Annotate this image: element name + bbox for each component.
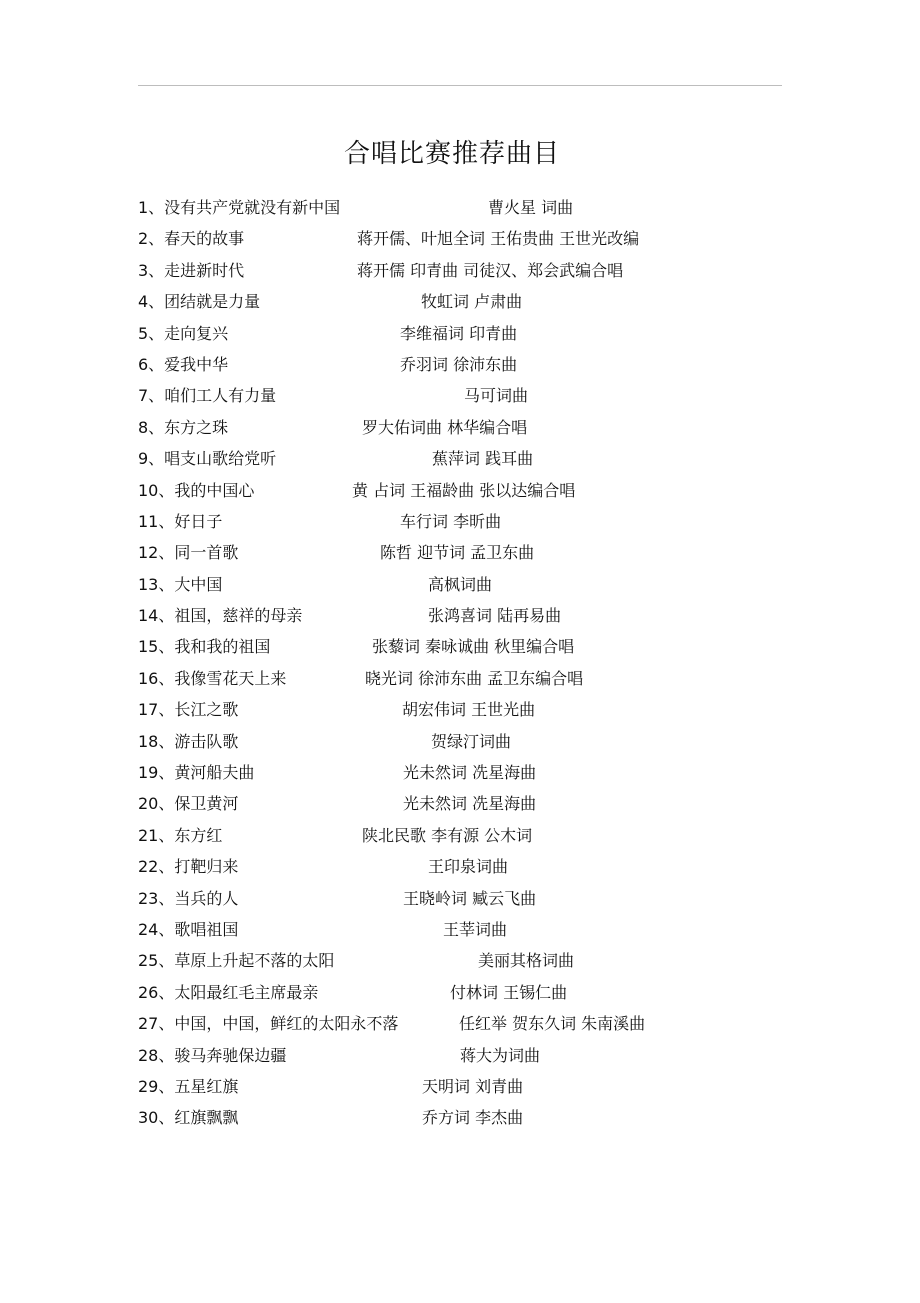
song-title: 9、唱支山歌给党听 (138, 449, 277, 469)
song-credit: 张鸿喜词 陆再易曲 (428, 606, 562, 626)
song-credit: 光未然词 冼星海曲 (403, 763, 537, 783)
song-credit: 蒋大为词曲 (460, 1045, 541, 1065)
header-rule (138, 85, 782, 86)
list-item (0, 223, 920, 254)
song-title: 23、当兵的人 (138, 888, 239, 908)
song-credit: 光未然词 冼星海曲 (403, 794, 537, 814)
song-credit: 美丽其格词曲 (478, 951, 575, 971)
song-credit: 张藜词 秦咏诚曲 秋里编合唱 (372, 637, 575, 657)
list-item (0, 663, 920, 694)
song-list (0, 192, 920, 1134)
song-title: 11、好日子 (138, 511, 223, 531)
song-title: 24、歌唱祖国 (138, 919, 239, 939)
list-item (0, 945, 920, 976)
song-credit: 陕北民歌 李有源 公木词 (362, 825, 533, 845)
song-credit: 罗大佑词曲 林华编合唱 (362, 417, 528, 437)
song-credit: 蒋开儒 印青曲 司徒汉、郑会武编合唱 (357, 260, 624, 280)
song-title: 30、红旗飘飘 (138, 1108, 239, 1128)
list-item (0, 255, 920, 286)
list-item (0, 475, 920, 506)
song-credit: 乔方词 李杰曲 (422, 1108, 524, 1128)
song-credit: 胡宏伟词 王世光曲 (402, 700, 536, 720)
song-title: 22、打靶归来 (138, 857, 239, 877)
song-title: 3、走进新时代 (138, 260, 245, 280)
list-item (0, 286, 920, 317)
list-item (0, 788, 920, 819)
list-item (0, 1102, 920, 1133)
song-credit: 蕉萍词 践耳曲 (432, 449, 534, 469)
list-item (0, 726, 920, 757)
song-title: 10、我的中国心 (138, 480, 255, 500)
song-credit: 李维福词 印青曲 (400, 323, 518, 343)
list-item (0, 412, 920, 443)
song-credit: 天明词 刘青曲 (422, 1076, 524, 1096)
song-title: 29、五星红旗 (138, 1076, 239, 1096)
song-title: 20、保卫黄河 (138, 794, 239, 814)
list-item (0, 600, 920, 631)
list-item (0, 977, 920, 1008)
song-title: 1、没有共产党就没有新中国 (138, 198, 341, 217)
song-title: 25、草原上升起不落的太阳 (138, 951, 335, 971)
list-item (0, 914, 920, 945)
song-credit: 王莘词曲 (443, 919, 508, 939)
song-title: 6、爱我中华 (138, 354, 229, 374)
list-item (0, 883, 920, 914)
song-credit: 王晓岭词 臧云飞曲 (403, 888, 537, 908)
list-item (0, 318, 920, 349)
song-title: 17、长江之歌 (138, 700, 239, 720)
song-credit: 马可词曲 (464, 386, 529, 406)
list-item (0, 443, 920, 474)
list-item (0, 537, 920, 568)
list-item (0, 694, 920, 725)
song-credit: 高枫词曲 (428, 574, 493, 594)
song-credit: 任红举 贺东久词 朱南溪曲 (459, 1014, 646, 1034)
list-item (0, 1008, 920, 1039)
list-item (0, 569, 920, 600)
list-item (0, 380, 920, 411)
song-title: 7、咱们工人有力量 (138, 386, 277, 406)
song-credit: 黄 占词 王福龄曲 张以达编合唱 (352, 480, 576, 500)
song-credit: 晓光词 徐沛东曲 孟卫东编合唱 (365, 668, 584, 688)
song-title: 15、我和我的祖国 (138, 637, 271, 657)
song-credit: 陈哲 迎节词 孟卫东曲 (380, 543, 535, 563)
list-item (0, 349, 920, 380)
song-credit: 牧虹词 卢肃曲 (421, 292, 523, 312)
song-credit: 王印泉词曲 (428, 857, 509, 877)
song-title: 8、东方之珠 (138, 417, 229, 437)
list-item (0, 757, 920, 788)
list-item (0, 1040, 920, 1071)
song-title: 21、东方红 (138, 825, 223, 845)
song-title: 27、中国，中国，鲜红的太阳永不落 (138, 1014, 399, 1034)
song-title: 2、春天的故事 (138, 229, 245, 249)
song-credit: 贺绿汀词曲 (431, 731, 512, 751)
song-credit: 车行词 李昕曲 (400, 511, 502, 531)
song-title: 5、走向复兴 (138, 323, 229, 343)
list-item (0, 506, 920, 537)
song-credit: 乔羽词 徐沛东曲 (400, 354, 518, 374)
song-title: 28、骏马奔驰保边疆 (138, 1045, 287, 1065)
song-title: 18、游击队歌 (138, 731, 239, 751)
song-title: 4、团结就是力量 (138, 292, 261, 312)
song-title: 26、太阳最红毛主席最亲 (138, 982, 319, 1002)
list-item (0, 631, 920, 662)
list-item (0, 192, 920, 223)
song-title: 13、大中国 (138, 574, 223, 594)
song-credit: 付林词 王锡仁曲 (450, 982, 568, 1002)
song-title: 14、祖国，慈祥的母亲 (138, 606, 303, 626)
song-title: 19、黄河船夫曲 (138, 763, 255, 783)
song-credit: 蒋开儒、叶旭全词 王佑贵曲 王世光改编 (357, 229, 640, 249)
song-title: 16、我像雪花天上来 (138, 668, 287, 688)
page-title: 合唱比赛推荐曲目 (343, 139, 560, 169)
list-item (0, 1071, 920, 1102)
list-item (0, 851, 920, 882)
list-item (0, 820, 920, 851)
song-title: 12、同一首歌 (138, 543, 239, 563)
song-credit: 曹火星 词曲 (488, 198, 574, 217)
